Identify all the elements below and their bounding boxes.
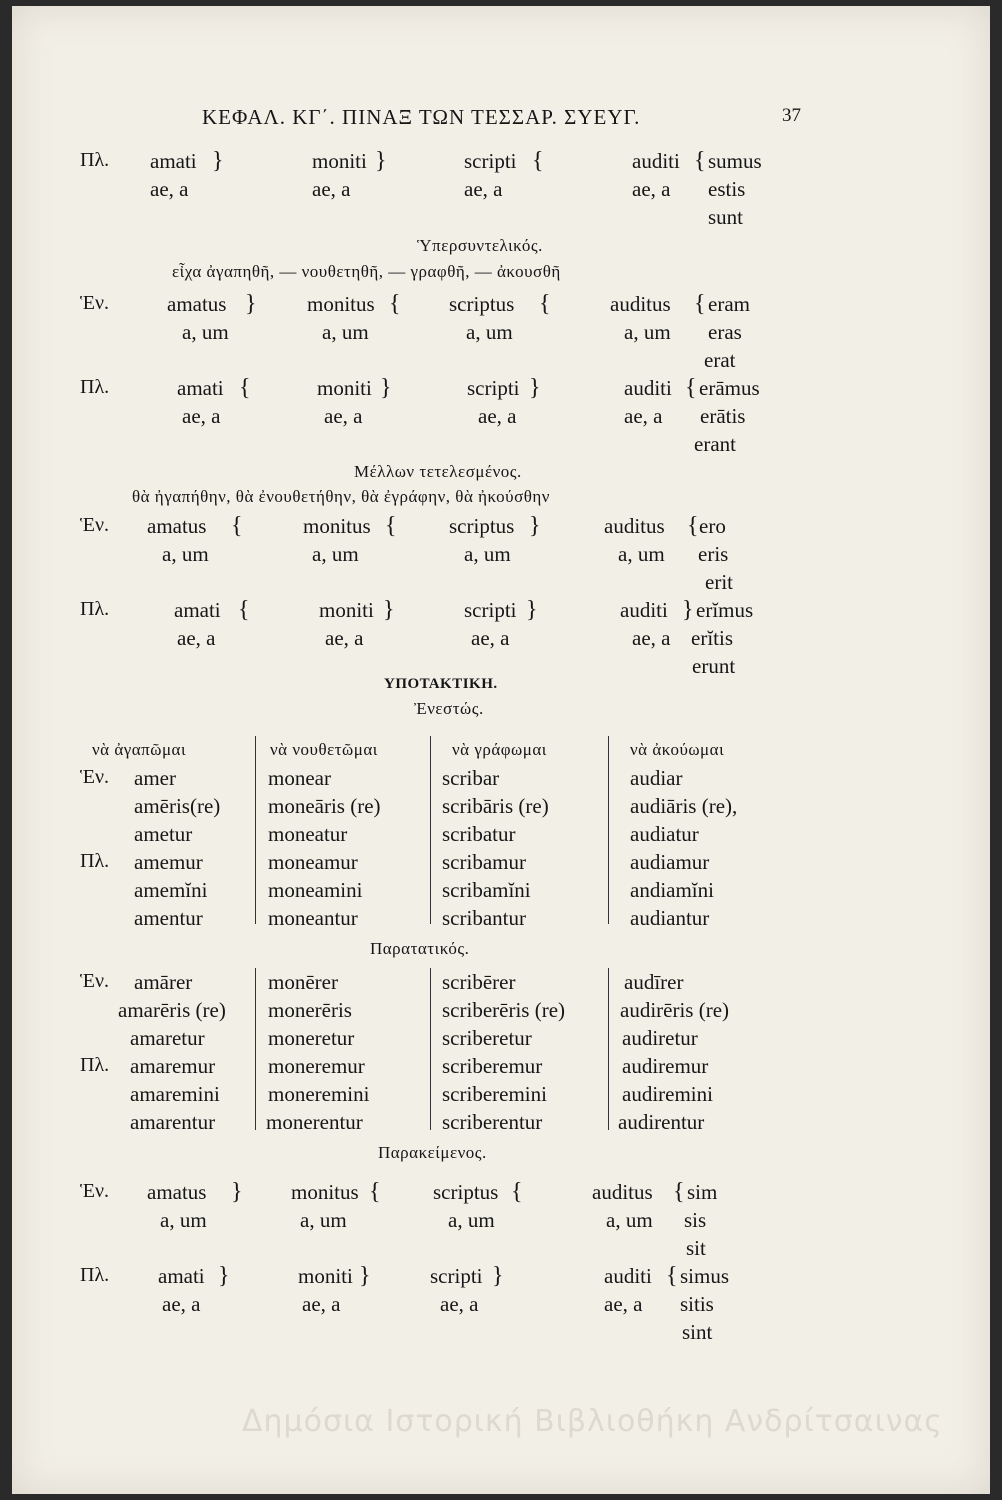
form-auditus: auditus: [610, 292, 671, 316]
form-a-um: a, um: [160, 1208, 207, 1232]
form-moneantur: moneantur: [268, 906, 358, 930]
form-amarentur: amarentur: [130, 1110, 216, 1134]
form-ae-a: ae, a: [312, 177, 351, 201]
greek-gloss-moneo: νὰ νουθετῶμαι: [270, 740, 378, 759]
form-scriberentur: scriberentur: [442, 1110, 543, 1134]
label-plural: Πλ.: [80, 850, 110, 872]
form-auditus: auditus: [604, 514, 665, 538]
form-monerer: monērer: [268, 970, 338, 994]
form-a-um: a, um: [618, 542, 665, 566]
form-scriberetur: scriberetur: [442, 1026, 532, 1050]
form-erimus: erĭmus: [696, 598, 754, 622]
form-ametur: ametur: [134, 822, 193, 846]
form-erat: erat: [704, 348, 736, 372]
form-ae-a: ae, a: [325, 626, 364, 650]
form-auditi: auditi: [604, 1264, 652, 1288]
form-a-um: a, um: [624, 320, 671, 344]
form-scriptus: scriptus: [433, 1180, 499, 1204]
form-amer: amer: [134, 766, 176, 790]
form-moniti: moniti: [319, 598, 374, 622]
form-a-um: a, um: [448, 1208, 495, 1232]
column-rule: [255, 968, 256, 1130]
form-sint: sint: [682, 1320, 713, 1344]
column-rule: [430, 968, 431, 1130]
form-ero: ero: [699, 514, 726, 538]
form-scripti: scripti: [430, 1264, 483, 1288]
form-monear: monear: [268, 766, 331, 790]
form-audiar: audiar: [630, 766, 683, 790]
label-singular: Ἑν.: [80, 970, 110, 992]
form-amatus: amatus: [167, 292, 227, 316]
form-scribatur: scribatur: [442, 822, 516, 846]
form-amareris: amarēris (re): [118, 998, 226, 1022]
form-ae-a: ae, a: [182, 404, 221, 428]
form-amaretur: amaretur: [130, 1026, 205, 1050]
form-amati: amati: [177, 376, 224, 400]
form-scriberemur: scriberemur: [442, 1054, 543, 1078]
form-moneremur: moneremur: [268, 1054, 365, 1078]
form-amaremur: amaremur: [130, 1054, 216, 1078]
form-a-um: a, um: [606, 1208, 653, 1232]
form-moniti: moniti: [317, 376, 372, 400]
section-title-perfect: Παρακείμενος.: [378, 1143, 487, 1162]
form-a-um: a, um: [182, 320, 229, 344]
form-ae-a: ae, a: [478, 404, 517, 428]
form-a-um: a, um: [312, 542, 359, 566]
form-moneatur: moneatur: [268, 822, 348, 846]
label-singular: Ἑν.: [80, 1180, 110, 1202]
greek-gloss-pluperfect: εἶχα ἀγαπηθῆ, — νουθετηθῆ, — γραφθῆ, — ἀκουσθῆ: [172, 262, 561, 281]
form-moniti: moniti: [312, 149, 367, 173]
label-plural: Πλ.: [80, 598, 110, 620]
form-scripti: scripti: [464, 149, 517, 173]
form-audiamini: andiamĭni: [630, 878, 714, 902]
form-ae-a: ae, a: [440, 1292, 479, 1316]
form-erant: erant: [694, 432, 736, 456]
form-amaremini: amaremini: [130, 1082, 220, 1106]
form-sunt: sunt: [708, 205, 744, 229]
form-scribantur: scribantur: [442, 906, 526, 930]
form-amarer: amārer: [134, 970, 193, 994]
column-rule: [255, 736, 256, 924]
form-monereris: monerēris: [268, 998, 352, 1022]
form-scribamur: scribamur: [442, 850, 526, 874]
form-ae-a: ae, a: [464, 177, 503, 201]
form-ae-a: ae, a: [632, 626, 671, 650]
label-singular: Ἑν.: [80, 514, 110, 536]
section-title-present: Ἐνεστώς.: [414, 699, 484, 718]
form-audiantur: audiantur: [630, 906, 710, 930]
book-page: ΚΕΦΑΛ. ΚΓ΄. ΠΙΝΑΞ ΤΩΝ ΤΕΣΣΑΡ. ΣΥΕΥΓ. 37 Πλ. amati } moniti } scripti { auditi { sumus ae, a ae, a ae, a ae, a estis sunt Ὑπερσυντελικός. εἶχα ἀγαπηθῆ, — νουθετηθῆ, — γραφθῆ, — ἀκουσθῆ Ἑν. amatus } monitus { scriptus { auditus { eram a, um a, um a, um a, um eras erat Πλ. amati { moniti } scripti } auditi { erāmus ae, a ae, a ae, a ae, a erātis erant Μέλλων τετελεσμένος. θὰ ἠγαπήθην, θὰ ἐνουθετήθην, θὰ ἐγράφην, θὰ ἠκούσθην Ἑν. amatus { monitus { scriptus } auditus { ero a, um a, um a, um a, um eris erit Πλ. amati { moniti } scripti } auditi } erĭmus ae, a ae, a ae, a ae, a erĭtis erunt ΥΠΟΤΑΚΤΙΚΗ. Ἐνεστώς. νὰ ἀγαπῶμαι νὰ νουθετῶμαι νὰ γράφωμαι νὰ ἀκούωμαι Ἑν. Πλ. amer monear scribar audiar amēris(re) moneāris (re) scribāris (re) audiāris (re), ametur moneatur scribatur audiatur amemur moneamur scribamur audiamur amemĭni moneamini scribamĭni andiamĭni amentur moneantur scribantur audiantur Παρατατικός. Ἑν. Πλ. amārer monērer scribērer audīrer amarēris (re) monerēris scriberēris (re) audirēris (re) amaretur moneretur scriberetur audiretur amaremur moneremur scriberemur audiremur amaremini moneremini scriberemini audiremini amarentur monerentur scriberentur audirentur Παρακείμενος. Ἑν. amatus } monitus { scriptus { auditus { sim a, um a, um a, um a, um sis sit Πλ. amati } moniti } scripti } auditi { simus ae, a ae, a ae, a ae, a sitis sint Δημόσια Ιστορική Βιβλιοθήκη Ανδρίτσαινας: [12, 6, 990, 1494]
form-audiretur: audiretur: [622, 1026, 698, 1050]
form-scriptus: scriptus: [449, 292, 515, 316]
greek-gloss-scribo: νὰ γράφωμαι: [452, 740, 547, 759]
form-eris: eris: [698, 542, 729, 566]
form-sim: sim: [687, 1180, 718, 1204]
form-audiamur: audiamur: [630, 850, 710, 874]
form-scribaris: scribāris (re): [442, 794, 549, 818]
greek-gloss-audio: νὰ ἀκούωμαι: [630, 740, 725, 759]
form-monitus: monitus: [291, 1180, 359, 1204]
form-amati: amati: [174, 598, 221, 622]
form-amati: amati: [158, 1264, 205, 1288]
form-sit: sit: [686, 1236, 706, 1260]
form-eritis: erĭtis: [691, 626, 733, 650]
form-estis: estis: [708, 177, 746, 201]
form-audiremur: audiremur: [622, 1054, 709, 1078]
form-monitus: monitus: [303, 514, 371, 538]
form-ae-a: ae, a: [624, 404, 663, 428]
form-a-um: a, um: [300, 1208, 347, 1232]
form-a-um: a, um: [466, 320, 513, 344]
form-scribereris: scriberēris (re): [442, 998, 566, 1022]
form-monearis: moneāris (re): [268, 794, 381, 818]
form-audirentur: audirentur: [618, 1110, 705, 1134]
form-scriberemini: scriberemini: [442, 1082, 547, 1106]
form-ae-a: ae, a: [162, 1292, 201, 1316]
form-amemur: amemur: [134, 850, 203, 874]
greek-gloss-amo: νὰ ἀγαπῶμαι: [92, 740, 187, 759]
form-ae-a: ae, a: [632, 177, 671, 201]
form-a-um: a, um: [162, 542, 209, 566]
library-watermark: Δημόσια Ιστορική Βιβλιοθήκη Ανδρίτσαινας: [242, 1404, 943, 1439]
label-plural: Πλ.: [80, 376, 110, 398]
form-amati: amati: [150, 149, 197, 173]
label-plural: Πλ.: [80, 1054, 110, 1076]
form-audiremini: audiremini: [622, 1082, 713, 1106]
form-moneretur: moneretur: [268, 1026, 355, 1050]
form-audireris: audirēris (re): [620, 998, 730, 1022]
form-amatus: amatus: [147, 1180, 207, 1204]
section-title-imperfect: Παρατατικός.: [370, 939, 470, 958]
form-ameris: amēris(re): [134, 794, 221, 818]
label-singular: Ἑν.: [80, 766, 110, 788]
form-scripti: scripti: [464, 598, 517, 622]
label-plural: Πλ.: [80, 1264, 110, 1286]
form-eratis: erātis: [700, 404, 746, 428]
section-title-future-perfect: Μέλλων τετελεσμένος.: [354, 462, 522, 481]
form-scribar: scribar: [442, 766, 500, 790]
form-ae-a: ae, a: [604, 1292, 643, 1316]
form-scripti: scripti: [467, 376, 520, 400]
form-amentur: amentur: [134, 906, 203, 930]
column-rule: [430, 736, 431, 924]
form-a-um: a, um: [464, 542, 511, 566]
form-sitis: sitis: [680, 1292, 714, 1316]
greek-gloss-future-perfect: θὰ ἠγαπήθην, θὰ ἐνουθετήθην, θὰ ἐγράφην, θὰ ἠκούσθην: [132, 487, 550, 506]
form-eramus: erāmus: [699, 376, 760, 400]
form-a-um: a, um: [322, 320, 369, 344]
form-simus: simus: [680, 1264, 730, 1288]
form-moneamur: moneamur: [268, 850, 358, 874]
form-audiatur: audiatur: [630, 822, 699, 846]
form-monitus: monitus: [307, 292, 375, 316]
form-moneremini: moneremini: [268, 1082, 370, 1106]
form-moniti: moniti: [298, 1264, 353, 1288]
column-rule: [608, 736, 609, 924]
form-sis: sis: [684, 1208, 707, 1232]
form-monerentur: monerentur: [266, 1110, 363, 1134]
form-auditi: auditi: [632, 149, 680, 173]
label-singular: Ἑν.: [80, 292, 110, 314]
form-erit: erit: [705, 570, 733, 594]
page-number: 37: [782, 105, 801, 126]
form-ae-a: ae, a: [471, 626, 510, 650]
form-sumus: sumus: [708, 149, 762, 173]
form-amemini: amemĭni: [134, 878, 208, 902]
section-title-pluperfect: Ὑπερσυντελικός.: [417, 236, 543, 255]
form-erunt: erunt: [692, 654, 736, 678]
form-eram: eram: [708, 292, 750, 316]
form-ae-a: ae, a: [324, 404, 363, 428]
form-audiaris: audiāris (re),: [630, 794, 738, 818]
form-auditi: auditi: [624, 376, 672, 400]
form-audirer: audīrer: [624, 970, 684, 994]
form-auditi: auditi: [620, 598, 668, 622]
column-rule: [608, 968, 609, 1130]
running-header: ΚΕΦΑΛ. ΚΓ΄. ΠΙΝΑΞ ΤΩΝ ΤΕΣΣΑΡ. ΣΥΕΥΓ.: [202, 105, 641, 129]
form-ae-a: ae, a: [302, 1292, 341, 1316]
form-eras: eras: [708, 320, 742, 344]
form-ae-a: ae, a: [150, 177, 189, 201]
form-scriberer: scribērer: [442, 970, 516, 994]
form-ae-a: ae, a: [177, 626, 216, 650]
form-scribamini: scribamĭni: [442, 878, 531, 902]
form-scriptus: scriptus: [449, 514, 515, 538]
mood-title-subjunctive: ΥΠΟΤΑΚΤΙΚΗ.: [384, 676, 498, 692]
form-amatus: amatus: [147, 514, 207, 538]
form-moneamini: moneamini: [268, 878, 363, 902]
form-auditus: auditus: [592, 1180, 653, 1204]
label-plural: Πλ.: [80, 149, 110, 171]
